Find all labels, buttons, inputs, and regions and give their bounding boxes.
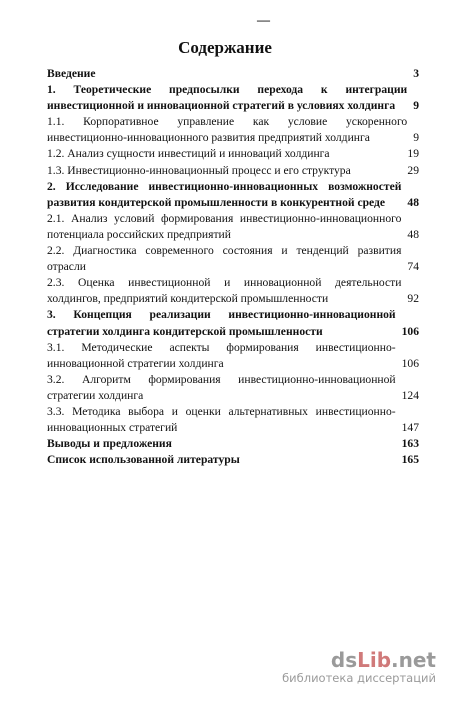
toc-entry-page: 3	[413, 67, 419, 80]
toc-entry-page: 165	[401, 453, 419, 467]
toc-entry-page: 9	[413, 131, 419, 145]
toc-entry-page: 124	[401, 388, 419, 402]
watermark-logo	[282, 649, 436, 671]
toc-entry-title: Введение	[47, 67, 96, 80]
toc-entry-title: 3.3. Методика выбора и оценки альтернативных инвестиционно-инновационных стратегий	[47, 404, 396, 435]
toc-entry	[47, 66, 419, 82]
toc-entry	[47, 211, 419, 243]
toc-entry	[47, 146, 419, 162]
watermark	[282, 649, 436, 685]
toc-entry-page: 106	[401, 356, 419, 370]
toc-entry	[47, 404, 419, 436]
toc-entry-title: 1.1. Корпоративное управление как условие ускоренного инвестиционно-инновационного развития предприятий холдинга	[47, 115, 408, 145]
toc-entry-page: 163	[401, 437, 419, 451]
toc-entry-title: 3.1. Методические аспекты формирования инвестиционно-инновационной стратегии холдинга	[47, 340, 396, 370]
toc-entry-page: 74	[407, 260, 419, 274]
toc-entry-title: 1.3. Инвестиционно-инновационный процесс и его структура	[47, 163, 351, 177]
toc-entry	[47, 307, 419, 339]
toc-entry	[47, 275, 419, 307]
toc-entry-title: Выводы и предложения	[47, 437, 172, 451]
page-title: Содержание	[178, 38, 272, 57]
toc-entry-title: 1. Теоретические предпосылки перехода к интеграции инвестиционной и инновационной стратегий в условиях холдинга	[47, 83, 408, 113]
toc-entry-title: 2.1. Анализ условий формирования инвестиционно-инновационного потенциала российских предприятий	[47, 211, 402, 241]
toc-entry-page: 19	[407, 147, 419, 161]
table-of-contents	[47, 66, 419, 468]
toc-entry	[47, 372, 419, 404]
watermark-logo-net: .net	[391, 648, 436, 672]
toc-entry-page: 9	[413, 99, 419, 113]
toc-entry-page: 106	[401, 324, 419, 338]
page-header-mark: —	[257, 12, 270, 27]
toc-entry-title: 3. Концепция реализации инвестиционно-инновационной стратегии холдинга кондитерской промышленности	[47, 308, 396, 338]
toc-entry-title: 1.2. Анализ сущности инвестиций и инноваций холдинга	[47, 147, 330, 161]
toc-entry	[47, 82, 419, 114]
toc-entry	[47, 452, 419, 468]
toc-entry-page: 48	[407, 195, 419, 209]
toc-entry	[47, 243, 419, 275]
toc-entry	[47, 436, 419, 452]
toc-entry-page: 92	[407, 292, 419, 306]
toc-entry	[47, 179, 419, 211]
toc-entry-title: 2.2. Диагностика современного состояния и тенденций развития отрасли	[47, 244, 402, 274]
toc-entry	[47, 163, 419, 179]
toc-entry-title: 3.2. Алгоритм формирования инвестиционно-инновационной стратегии холдинга	[47, 372, 396, 402]
toc-entry	[47, 114, 419, 146]
toc-entry-title: 2. Исследование инвестиционно-инновационных возможностей развития кондитерской промышленности в конкурентной среде	[47, 179, 402, 209]
toc-entry-title: 2.3. Оценка инвестиционной и инновационной деятельности холдингов, предприятий кондитерской промышленности	[47, 276, 402, 306]
toc-entry-title: Список использованной литературы	[47, 453, 240, 467]
toc-entry-page: 48	[407, 227, 419, 241]
watermark-subtitle: библиотека диссертаций	[282, 671, 436, 685]
toc-entry	[47, 340, 419, 372]
watermark-logo-lib: Lib	[357, 648, 392, 672]
toc-entry-page: 29	[407, 163, 419, 177]
watermark-logo-ds: ds	[330, 648, 358, 672]
toc-entry-page: 147	[401, 421, 419, 435]
